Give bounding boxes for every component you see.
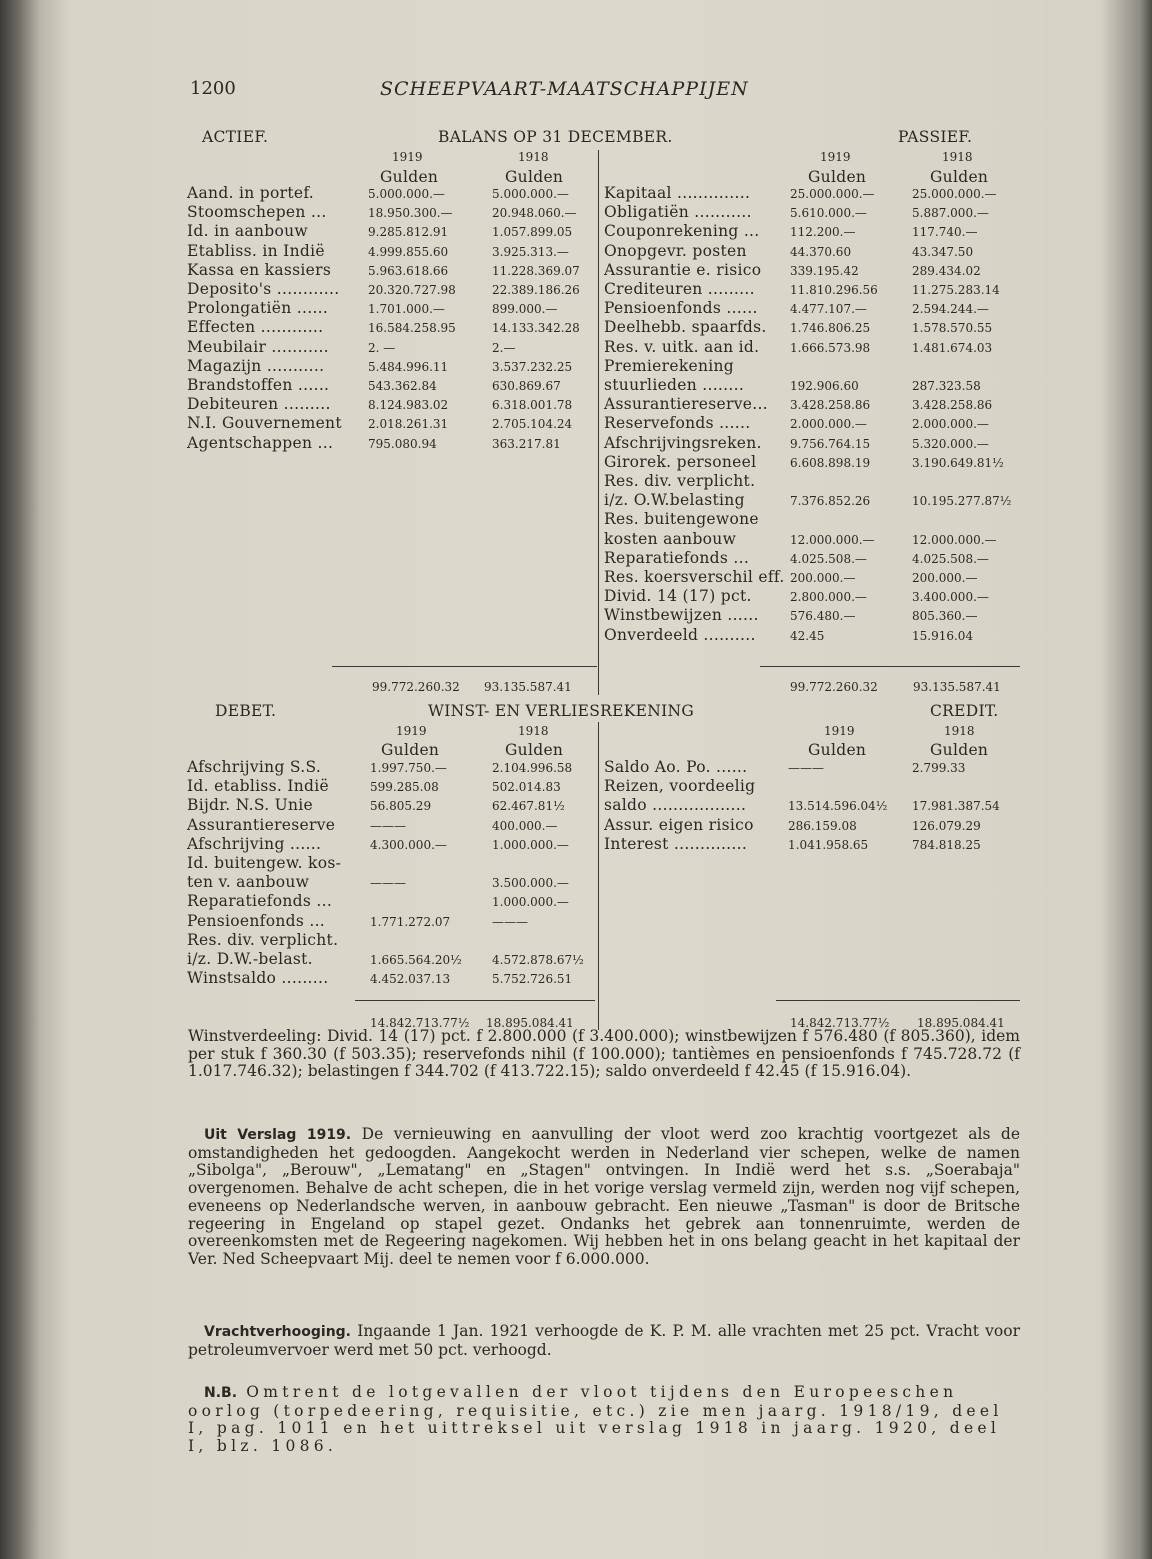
verslag-body: De vernieuwing en aanvulling der vloot werd zoo krachtig voortgezet als de omstandigheden het gedoogden. Aangekocht werden in Nederland vier schepen, welke de namen „Sibolga", „Berouw", „Lematang" en „Stagen" ontvingen. In Indië werd het s.s. „Soerabaja" overgenomen. Behalve de acht schepen, die in het vorige verslag vermeld zijn, werden nog vijf schepen, eveneens op Nederlandsche werven, in aanbouw gebracht. Een nieuwe „Tasman" is door de Britsche regeering in Engeland op stapel gezet. Ondanks het gebrek aan tonnenruimte, werden de overeenkomsten met de Regeering nagekomen. Wij hebben het in ons belang geacht in het kapitaal der Ver. Ned Scheepvaart Mij. deel te nemen voor f 6.000.000.	[188, 1125, 1020, 1268]
winst-credit-unit-1918: Gulden	[930, 741, 989, 759]
passief-row-label: stuurlieden ........	[604, 376, 745, 394]
passief-row-1919: 1.666.573.98	[790, 340, 871, 355]
passief-row-1918: 25.000.000.—	[912, 187, 997, 201]
passief-row-label: Assurantiereserve...	[604, 395, 768, 414]
actief-row-1918: 11.228.369.07	[492, 263, 580, 278]
actief-row-1918: 22.389.186.26	[492, 283, 580, 297]
passief-row-1918: 1.481.674.03	[912, 340, 993, 355]
passief-row-1919: 11.810.296.56	[790, 283, 878, 297]
actief-row-1919: 543.362.84	[368, 379, 437, 393]
actief-row-1918: 2.—	[492, 340, 516, 355]
passief-row-1918: 3.190.649.81½	[912, 455, 1004, 470]
actief-row-1918: 2.705.104.24	[492, 417, 573, 432]
debet-row-1919: 599.285.08	[370, 780, 439, 795]
credit-row-1918: 784.818.25	[912, 837, 981, 852]
debet-row-1918: 3.500.000.—	[492, 876, 569, 891]
balans-passief-unit-1918: Gulden	[930, 168, 989, 186]
winst-center-rule	[598, 722, 599, 1030]
winst-debet-total-rule	[355, 1000, 595, 1001]
passief-row-1919: 2.000.000.—	[790, 417, 867, 432]
debet-row-label: ten v. aanbouw	[187, 873, 310, 892]
passief-row-label: Winstbewijzen ......	[604, 606, 759, 625]
actief-row-1918: 20.948.060.—	[492, 206, 577, 221]
page-number: 1200	[190, 78, 236, 99]
winst-debet-year-1918: 1918	[518, 724, 549, 738]
passief-row-1919: 9.756.764.15	[790, 436, 871, 451]
debet-row-label: Afschrijving ......	[187, 834, 322, 853]
vracht-paragraph	[188, 1323, 1020, 1359]
credit-row-1918: 17.981.387.54	[912, 799, 1000, 814]
balans-title: BALANS OP 31 DECEMBER.	[438, 128, 673, 146]
debet-row-label: Id. buitengew. kos-	[187, 854, 342, 872]
winstverdeeling-paragraph	[188, 1028, 1020, 1081]
actief-row-label: Id. in aanbouw	[187, 222, 308, 241]
actief-row-label: Debiteuren .........	[187, 395, 331, 414]
debet-row-1918: 5.752.726.51	[492, 972, 573, 987]
passief-row-1919: 6.608.898.19	[790, 455, 871, 470]
winst-debet-year-1919: 1919	[396, 724, 427, 738]
actief-row-1919: 4.999.855.60	[368, 244, 449, 259]
actief-row-label: Prolongatiën ......	[187, 299, 329, 318]
passief-row-label: Res. v. uitk. aan id.	[604, 337, 760, 356]
actief-row-1919: 5.000.000.—	[368, 187, 445, 201]
winst-total-credit-1919: 14.842.713.77½	[790, 1016, 890, 1030]
actief-row-1919: 1.701.000.—	[368, 302, 445, 317]
passief-row-label: Kapitaal ..............	[604, 184, 751, 202]
balans-actief-unit-1919: Gulden	[380, 168, 439, 186]
passief-row-label: Assurantie e. risico	[604, 260, 762, 279]
passief-row-1919: 7.376.852.26	[790, 494, 871, 509]
passief-row-label: Deelhebb. spaarfds.	[604, 318, 767, 337]
balans-total-passief-1919: 99.772.260.32	[790, 680, 878, 694]
debet-row-label: Res. div. verplicht.	[187, 930, 339, 949]
actief-row-1918: 363.217.81	[492, 436, 561, 451]
passief-row-label: Crediteuren .........	[604, 280, 755, 298]
actief-row-1919: 2. —	[368, 340, 396, 355]
winst-debet-unit-1918: Gulden	[505, 741, 564, 759]
debet-row-1918: 2.104.996.58	[492, 761, 573, 775]
debet-row-label: Reparatiefonds ...	[187, 892, 333, 911]
actief-row-1919: 9.285.812.91	[368, 225, 449, 240]
passief-row-1919: 576.480.—	[790, 609, 856, 624]
debet-row-label: Bijdr. N.S. Unie	[187, 796, 314, 815]
passief-row-label: Girorek. personeel	[604, 452, 757, 471]
balans-total-actief-1918: 93.135.587.41	[484, 680, 572, 694]
actief-row-label: Deposito's ............	[187, 280, 340, 298]
winst-total-debet-1919: 14.842.713.77½	[370, 1016, 470, 1030]
balans-passief-unit-1919: Gulden	[808, 168, 867, 186]
debet-row-1918: 4.572.878.67½	[492, 953, 584, 967]
passief-row-1918: 5.320.000.—	[912, 436, 989, 451]
winst-credit-title: CREDIT.	[930, 702, 999, 720]
actief-row-1919: 16.584.258.95	[368, 321, 456, 336]
actief-row-1918: 899.000.—	[492, 302, 558, 317]
passief-row-1918: 2.594.244.—	[912, 302, 989, 317]
debet-row-1919: 1.997.750.—	[370, 761, 447, 775]
passief-row-1918: 287.323.58	[912, 379, 981, 393]
credit-row-label: Interest ..............	[604, 834, 748, 853]
passief-row-1919: 44.370.60	[790, 244, 852, 259]
passief-row-1918: 805.360.—	[912, 609, 978, 624]
passief-row-1918: 12.000.000.—	[912, 532, 997, 547]
passief-row-label: Res. buitengewone	[604, 510, 759, 529]
credit-row-1919: ———	[788, 761, 824, 775]
actief-row-1918: 3.925.313.—	[492, 244, 569, 259]
passief-row-1919: 200.000.—	[790, 571, 856, 585]
passief-row-1919: 339.195.42	[790, 263, 859, 278]
passief-row-1919: 5.610.000.—	[790, 206, 867, 221]
actief-row-1919: 20.320.727.98	[368, 283, 456, 297]
vracht-heading: Vrachtverhooging.	[204, 1324, 351, 1340]
passief-row-1919: 4.025.508.—	[790, 551, 867, 566]
passief-row-label: Divid. 14 (17) pct.	[604, 587, 752, 606]
debet-row-1919: 1.665.564.20½	[370, 953, 462, 967]
passief-row-1918: 43.347.50	[912, 244, 974, 259]
actief-row-1919: 2.018.261.31	[368, 417, 449, 432]
winst-debet-title: DEBET.	[215, 702, 277, 720]
actief-row-1918: 6.318.001.78	[492, 398, 573, 413]
actief-row-1918: 630.869.67	[492, 379, 561, 393]
debet-row-1918: 1.000.000.—	[492, 837, 569, 852]
credit-row-1919: 1.041.958.65	[788, 837, 869, 852]
passief-row-label: Onverdeeld ..........	[604, 625, 756, 644]
passief-row-label: Afschrijvingsreken.	[604, 433, 762, 452]
running-title: SCHEEPVAART-MAATSCHAPPIJEN	[380, 78, 749, 100]
winst-credit-unit-1919: Gulden	[808, 741, 867, 759]
balans-actief-unit-1918: Gulden	[505, 168, 564, 186]
passief-row-1918: 3.428.258.86	[912, 398, 993, 413]
actief-row-label: Stoomschepen ...	[187, 203, 327, 222]
debet-row-1919: 56.805.29	[370, 799, 432, 814]
credit-row-1918: 2.799.33	[912, 761, 966, 775]
passief-row-1918: 289.434.02	[912, 263, 981, 278]
passief-row-1919: 12.000.000.—	[790, 532, 875, 547]
debet-row-1919: ———	[370, 818, 406, 833]
passief-row-label: Obligatiën ...........	[604, 203, 752, 222]
actief-row-label: N.I. Gouvernement	[187, 414, 342, 433]
actief-row-1919: 8.124.983.02	[368, 398, 449, 413]
passief-row-1919: 112.200.—	[790, 225, 856, 240]
passief-row-label: Res. div. verplicht.	[604, 472, 756, 490]
actief-row-label: Magazijn ...........	[187, 356, 325, 375]
passief-row-label: kosten aanbouw	[604, 529, 737, 548]
winst-credit-year-1918: 1918	[944, 724, 975, 738]
debet-row-label: Assurantiereserve	[187, 815, 336, 834]
passief-row-label: Pensioenfonds ......	[604, 299, 758, 318]
debet-row-1918: ———	[492, 914, 528, 929]
credit-row-1919: 286.159.08	[788, 818, 857, 833]
passief-row-1919: 1.746.806.25	[790, 321, 871, 336]
winstverdeeling-text: Winstverdeeling: Divid. 14 (17) pct. f 2.800.000 (f 3.400.000); winstbewijzen f 576.480 (f 805.360), idem per stuk f 360.30 (f 503.35); reservefonds nihil (f 100.000); tantièmes en pensioenfonds f 745.728.72 (f 1.017.746.32); belastingen f 344.702 (f 413.722.15); saldo onverdeeld f 42.45 (f 15.916.04).	[188, 1027, 1020, 1081]
balans-passief-total-rule	[760, 666, 1020, 667]
passief-row-label: Premierekening	[604, 356, 735, 375]
debet-row-label: i/z. D.W.-belast.	[187, 950, 313, 968]
balans-actief-year-1919: 1919	[392, 150, 423, 164]
balans-passief-title: PASSIEF.	[898, 128, 973, 146]
winst-total-debet-1918: 18.895.084.41	[486, 1016, 574, 1030]
actief-row-1918: 5.000.000.—	[492, 187, 569, 201]
balans-passief-year-1919: 1919	[820, 150, 851, 164]
debet-row-label: Winstsaldo .........	[187, 969, 329, 988]
debet-row-1919: 4.300.000.—	[370, 837, 447, 852]
balans-actief-total-rule	[332, 666, 597, 667]
passief-row-1918: 200.000.—	[912, 571, 978, 585]
passief-row-1918: 4.025.508.—	[912, 551, 989, 566]
passief-row-1918: 10.195.277.87½	[912, 494, 1012, 509]
balans-center-rule	[598, 150, 599, 695]
actief-row-1918: 1.057.899.05	[492, 225, 573, 240]
passief-row-1919: 2.800.000.—	[790, 590, 867, 605]
passief-row-label: Reservefonds ......	[604, 414, 751, 433]
passief-row-1918: 2.000.000.—	[912, 417, 989, 432]
credit-row-label: Assur. eigen risico	[604, 815, 754, 834]
debet-row-1919: ———	[370, 876, 406, 891]
actief-row-1919: 18.950.300.—	[368, 206, 453, 221]
credit-row-1919: 13.514.596.04½	[788, 799, 888, 814]
credit-row-1918: 126.079.29	[912, 818, 981, 833]
passief-row-1919: 3.428.258.86	[790, 398, 871, 413]
passief-row-1919: 192.906.60	[790, 379, 859, 393]
balans-actief-title: ACTIEF.	[202, 128, 269, 146]
actief-row-1918: 14.133.342.28	[492, 321, 580, 336]
debet-row-1918: 400.000.—	[492, 818, 558, 833]
passief-row-1918: 117.740.—	[912, 225, 978, 240]
passief-row-label: Reparatiefonds ...	[604, 548, 750, 567]
debet-row-1918: 1.000.000.—	[492, 895, 569, 910]
actief-row-label: Meubilair ...........	[187, 337, 329, 356]
actief-row-label: Agentschappen ...	[187, 433, 334, 452]
debet-row-label: Pensioenfonds ...	[187, 911, 326, 930]
passief-row-1919: 42.45	[790, 628, 825, 643]
debet-row-label: Id. etabliss. Indië	[187, 777, 329, 796]
passief-row-label: Onopgevr. posten	[604, 241, 747, 260]
passief-row-1918: 15.916.04	[912, 628, 974, 643]
balans-passief-year-1918: 1918	[942, 150, 973, 164]
winst-title: WINST- EN VERLIESREKENING	[428, 702, 695, 720]
vracht-body: Ingaande 1 Jan. 1921 verhoogde de K. P. M. alle vrachten met 25 pct. Vracht voor petroleumvervoer werd met 50 pct. verhoogd.	[188, 1322, 1020, 1359]
passief-row-1919: 25.000.000.—	[790, 187, 875, 201]
debet-row-1918: 62.467.81½	[492, 799, 565, 814]
passief-row-label: Couponrekening ...	[604, 222, 760, 241]
actief-row-label: Etabliss. in Indië	[187, 241, 325, 260]
balans-total-actief-1919: 99.772.260.32	[372, 680, 460, 694]
verslag-heading: Uit Verslag 1919.	[204, 1127, 352, 1143]
winst-credit-total-rule	[776, 1000, 1020, 1001]
debet-row-1919: 1.771.272.07	[370, 914, 451, 929]
passief-row-label: i/z. O.W.belasting	[604, 491, 745, 510]
actief-row-label: Effecten ............	[187, 318, 324, 337]
passief-row-1918: 1.578.570.55	[912, 321, 993, 336]
actief-row-label: Aand. in portef.	[187, 184, 315, 202]
verslag-paragraph	[188, 1126, 1020, 1269]
nb-paragraph	[188, 1384, 1020, 1456]
nb-heading: N.B.	[204, 1385, 238, 1401]
passief-row-1918: 3.400.000.—	[912, 590, 989, 605]
nb-body: Omtrent de lotgevallen der vloot tijdens den Europeeschen oorlog (torpedeering, requisitie, etc.) zie men jaarg. 1918/19, deel I, pag. 1011 en het uittreksel uit verslag 1918 in jaarg. 1920, deel I, blz. 1086.	[188, 1383, 1003, 1456]
actief-row-1919: 795.080.94	[368, 436, 437, 451]
actief-row-label: Kassa en kassiers	[187, 260, 332, 279]
credit-row-label: Reizen, voordeelig	[604, 777, 756, 796]
passief-row-1919: 4.477.107.—	[790, 302, 867, 317]
debet-row-1919: 4.452.037.13	[370, 972, 451, 987]
actief-row-1919: 5.963.618.66	[368, 263, 449, 278]
winst-credit-year-1919: 1919	[824, 724, 855, 738]
balans-total-passief-1918: 93.135.587.41	[913, 680, 1001, 694]
actief-row-label: Brandstoffen ......	[187, 376, 330, 394]
winst-total-credit-1918: 18.895.084.41	[917, 1016, 1005, 1030]
passief-row-1918: 5.887.000.—	[912, 206, 989, 221]
debet-row-label: Afschrijving S.S.	[187, 758, 322, 776]
passief-row-1918: 11.275.283.14	[912, 283, 1000, 297]
winst-debet-unit-1919: Gulden	[381, 741, 440, 759]
page-header	[190, 78, 1020, 104]
debet-row-1918: 502.014.83	[492, 780, 561, 795]
credit-row-label: Saldo Ao. Po. ......	[604, 758, 748, 776]
balans-actief-year-1918: 1918	[518, 150, 549, 164]
credit-row-label: saldo ..................	[604, 796, 747, 815]
actief-row-1918: 3.537.232.25	[492, 359, 573, 374]
passief-row-label: Res. koersverschil eff.	[604, 568, 785, 586]
actief-row-1919: 5.484.996.11	[368, 359, 449, 374]
